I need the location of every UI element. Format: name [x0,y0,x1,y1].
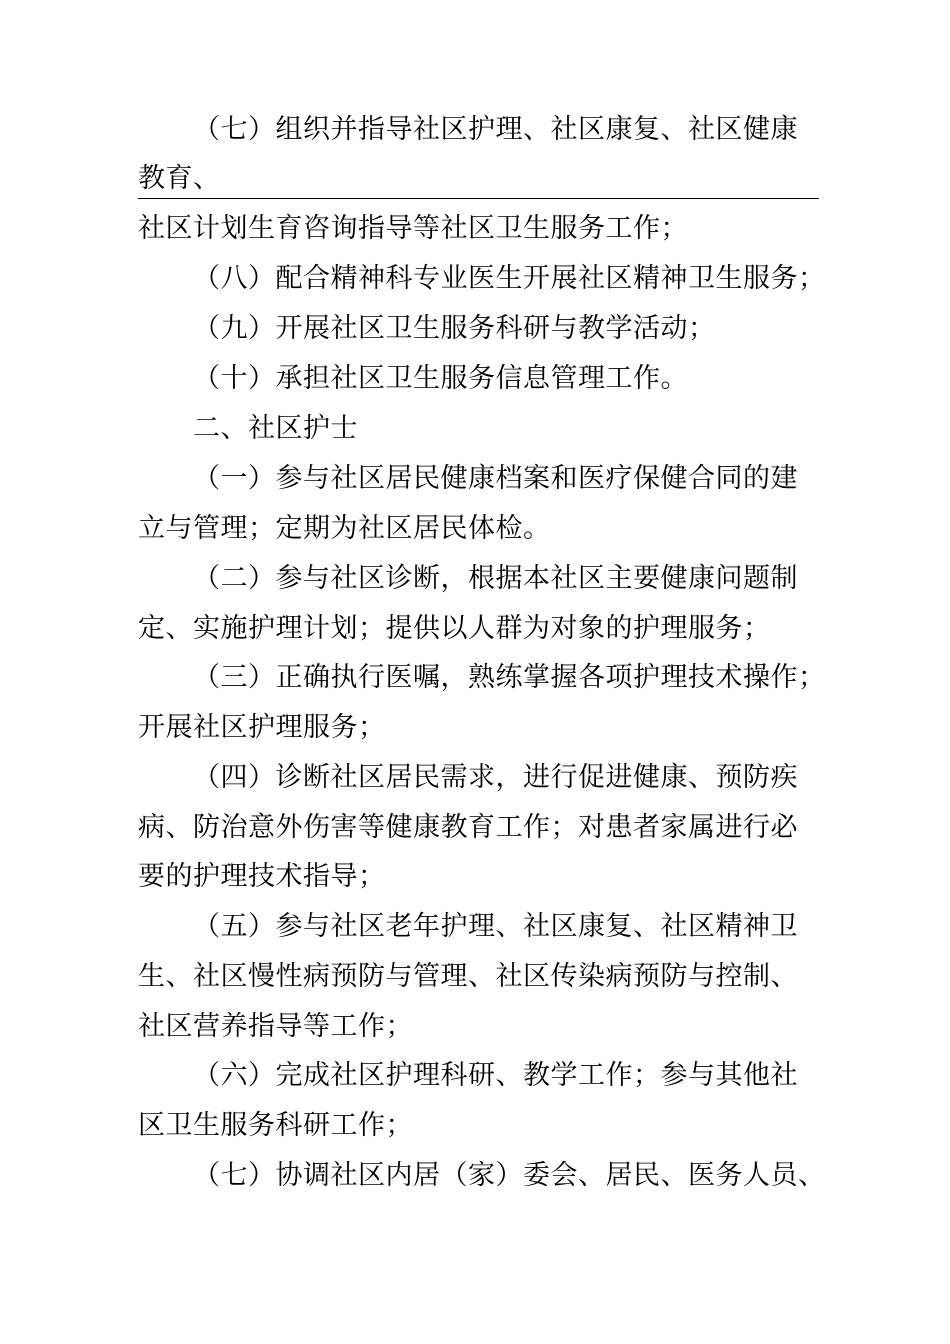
text-line: （二）参与社区诊断，根据本社区主要健康问题制 [193,563,798,594]
text-line: （七）组织并指导社区护理、社区康复、社区健康 [193,114,798,145]
text-line: 区卫生服务科研工作； [138,1110,413,1141]
text-line: 立与管理；定期为社区居民体检。 [138,513,551,544]
text-line: （七）协调社区内居（家）委会、居民、医务人员、 [193,1160,826,1191]
text-line: 生、社区慢性病预防与管理、社区传染病预防与控制、 [138,961,798,992]
text-line: （八）配合精神科专业医生开展社区精神卫生服务； [193,263,826,294]
text-line: 教育、 [138,163,221,194]
text-line: （五）参与社区老年护理、社区康复、社区精神卫 [193,911,798,942]
text-line: （六）完成社区护理科研、教学工作；参与其他社 [193,1060,798,1091]
text-line: （一）参与社区居民健康档案和医疗保健合同的建 [193,463,798,494]
text-line: 社区营养指导等工作； [138,1011,413,1042]
text-line: （三）正确执行医嘱，熟练掌握各项护理技术操作； [193,662,826,693]
text-line: （十）承担社区卫生服务信息管理工作。 [193,363,688,394]
text-line: 要的护理技术指导； [138,861,386,892]
text-line: 开展社区护理服务； [138,712,386,743]
horizontal-rule [138,198,819,199]
text-line: （九）开展社区卫生服务科研与教学活动； [193,313,716,344]
section-heading: 二、社区护士 [193,413,358,444]
text-line: （四）诊断社区居民需求，进行促进健康、预防疾 [193,762,798,793]
text-line: 病、防治意外伤害等健康教育工作；对患者家属进行必 [138,812,798,843]
text-line: 社区计划生育咨询指导等社区卫生服务工作； [138,213,688,244]
text-line: 定、实施护理计划；提供以人群为对象的护理服务； [138,613,771,644]
